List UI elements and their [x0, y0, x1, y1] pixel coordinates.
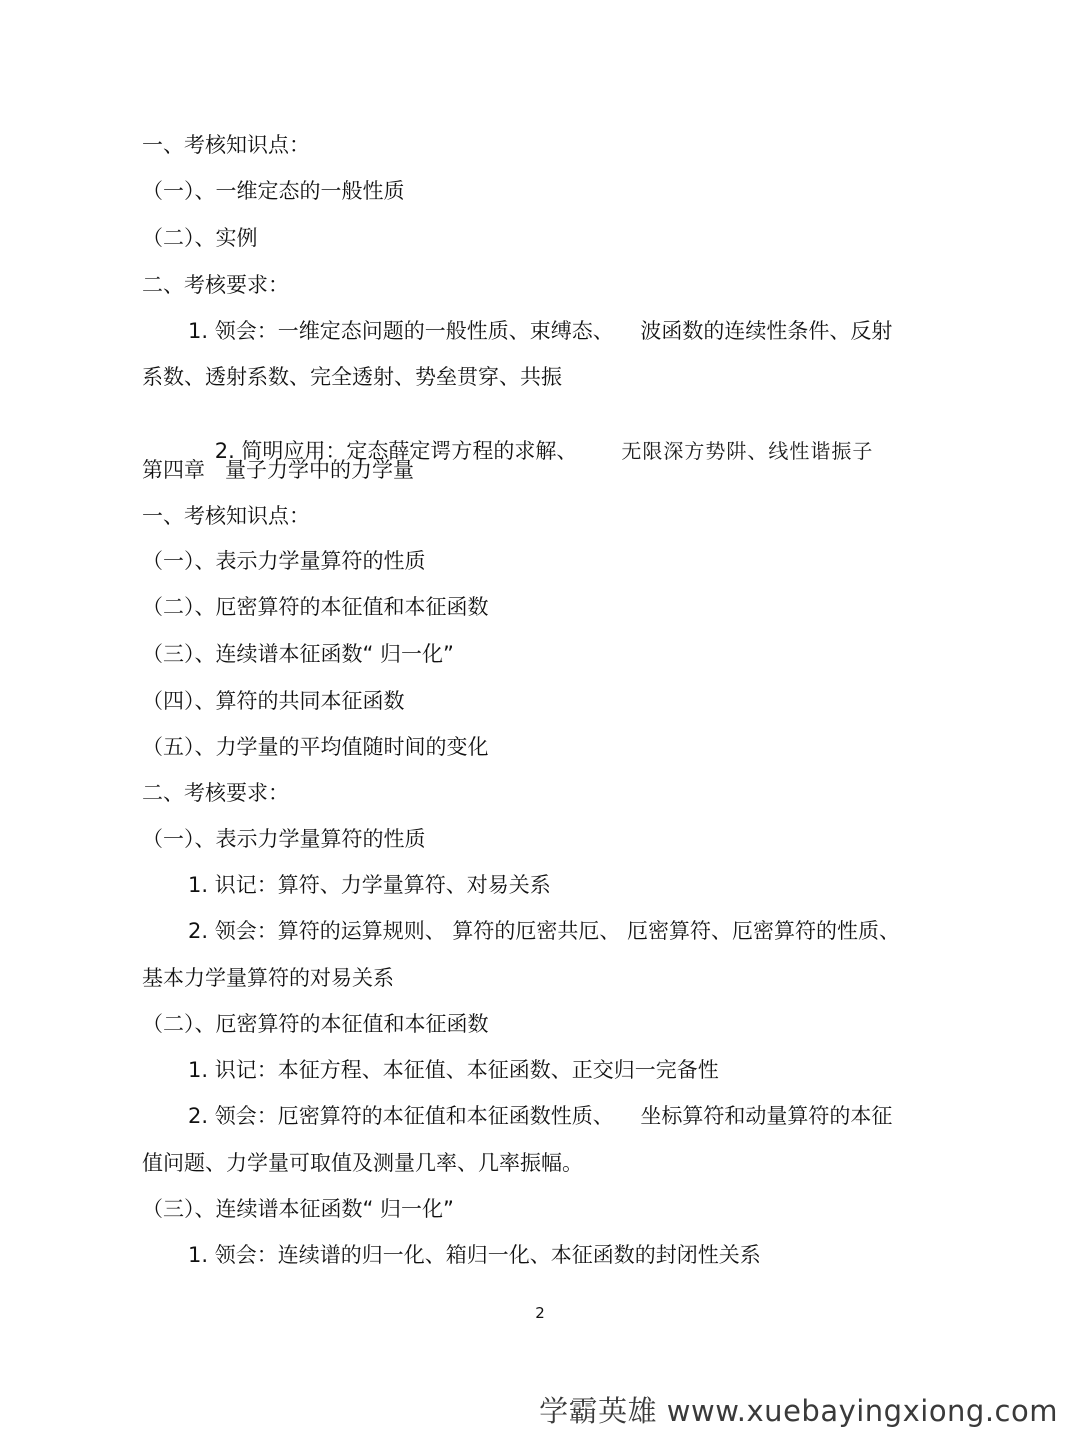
section-heading: 二、考核要求： [142, 781, 289, 805]
chapter-title: 第四章 量子力学中的力学量 [142, 458, 415, 482]
knowledge-point: （二）、实例 [142, 226, 258, 250]
requirement-continuation: 值问题、力学量可取值及测量几率、几率振幅。 [142, 1151, 583, 1175]
handwritten-note: 无限深方势阱、线性谐振子 [621, 439, 874, 463]
requirement-item: 1. 领会：一维定态问题的一般性质、束缚态、 波函数的连续性条件、反射 [188, 319, 893, 343]
requirement-item: 2. 领会：厄密算符的本征值和本征函数性质、 坐标算符和动量算符的本征 [188, 1104, 893, 1128]
requirement-item: 1. 识记：算符、力学量算符、对易关系 [188, 873, 551, 897]
page-number: 2 [535, 1304, 545, 1322]
section-heading: 二、考核要求： [142, 273, 289, 297]
subsection-heading: （三）、连续谱本征函数“ 归一化” [142, 1197, 454, 1221]
watermark: 学霸英雄 www.xuebayingxiong.com [539, 1394, 1058, 1428]
requirement-item: 2. 领会：算符的运算规则、 算符的厄密共厄、 厄密算符、厄密算符的性质、 [188, 919, 901, 943]
knowledge-point: （五）、力学量的平均值随时间的变化 [142, 735, 489, 759]
requirement-continuation: 基本力学量算符的对易关系 [142, 966, 394, 990]
subsection-heading: （一）、表示力学量算符的性质 [142, 827, 426, 851]
subsection-heading: （二）、厄密算符的本征值和本征函数 [142, 1012, 489, 1036]
section-heading: 一、考核知识点： [142, 504, 310, 528]
knowledge-point: （一）、一维定态的一般性质 [142, 179, 405, 203]
knowledge-point: （二）、厄密算符的本征值和本征函数 [142, 595, 489, 619]
knowledge-point: （一）、表示力学量算符的性质 [142, 549, 426, 573]
requirement-text: 2. 简明应用：定态薛定谔方程的求解、 [214, 439, 578, 463]
requirement-item: 1. 领会：连续谱的归一化、箱归一化、本征函数的封闭性关系 [188, 1243, 761, 1267]
requirement-continuation: 系数、透射系数、完全透射、势垒贯穿、共振 [142, 365, 562, 389]
knowledge-point: （四）、算符的共同本征函数 [142, 689, 405, 713]
knowledge-point: （三）、连续谱本征函数“ 归一化” [142, 642, 454, 666]
requirement-item: 1. 识记：本征方程、本征值、本征函数、正交归一完备性 [188, 1058, 719, 1082]
section-heading: 一、考核知识点： [142, 133, 310, 157]
